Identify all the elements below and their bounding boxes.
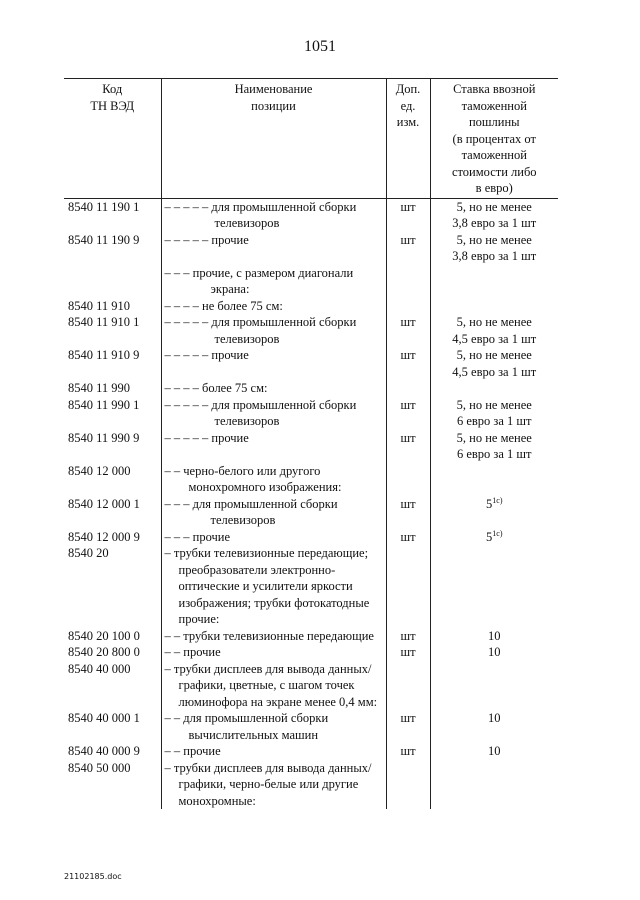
row-unit: шт (386, 232, 430, 265)
row-unit (386, 265, 430, 298)
row-rate (430, 661, 558, 711)
row-unit: шт (386, 496, 430, 529)
table-row (64, 644, 558, 661)
row-rate (430, 298, 558, 315)
row-unit: шт (386, 710, 430, 743)
row-code: 8540 20 (68, 546, 109, 560)
header-unit: Доп. ед. изм. (386, 79, 430, 199)
row-name-text: – – – – – прочие (164, 232, 249, 247)
row-name (161, 430, 386, 463)
table-row (64, 430, 558, 463)
row-rate (430, 380, 558, 397)
row-unit (386, 545, 430, 628)
row-code: 8540 11 990 1 (68, 397, 140, 412)
row-name-text: – – – – – прочие (164, 430, 249, 445)
row-name (161, 314, 386, 347)
row-code: 8540 11 190 9 (68, 232, 140, 247)
row-rate (430, 710, 558, 743)
row-rate (430, 628, 558, 645)
row-unit: шт (386, 397, 430, 430)
table-row (64, 628, 558, 645)
row-code: 8540 20 100 0 (68, 628, 140, 643)
row-name-text: – – для промышленной сборки вычислительных машин (164, 711, 329, 742)
row-rate-text: 10 (488, 628, 501, 643)
row-code: 8540 50 000 (68, 760, 131, 775)
row-unit (386, 298, 430, 315)
row-name-text: – – – прочие (164, 529, 231, 544)
row-code: 8540 11 910 1 (68, 315, 140, 329)
rate-footnote-mark: 1с) (492, 528, 503, 538)
row-rate-text: 10 (488, 744, 501, 758)
table-row (64, 529, 558, 546)
table-row (64, 198, 558, 232)
row-name (161, 661, 386, 711)
row-name-text: – – прочие (164, 645, 221, 659)
row-rate (430, 545, 558, 628)
row-name (161, 710, 386, 743)
row-rate (430, 760, 558, 810)
row-rate-text: 5 (486, 529, 493, 544)
row-rate (430, 314, 558, 347)
row-code: 8540 20 800 0 (68, 645, 140, 659)
row-code: 8540 11 990 9 (68, 430, 140, 445)
row-code: 8540 11 190 1 (68, 199, 140, 214)
row-name-text: – – – – – для промышленной сборки телевизоров (164, 397, 357, 428)
page-number: 1051 (304, 38, 336, 55)
row-unit: шт (386, 314, 430, 347)
row-unit (386, 463, 430, 496)
row-rate (430, 644, 558, 661)
row-rate-text: 5, но не менее 3,8 евро за 1 шт (452, 232, 537, 263)
row-name-text: – – черно-белого или другого монохромного изображения: (164, 463, 342, 494)
row-name-text: – трубки телевизионные передающие; преобразователи электронно-оптические и усилители яркости изображения; трубки фотокатодные прочие: (164, 546, 370, 626)
row-name-text: – – – – – прочие (164, 348, 249, 362)
table-row (64, 232, 558, 265)
table-row (64, 496, 558, 529)
row-rate (430, 743, 558, 760)
table-row (64, 463, 558, 496)
row-name-text: – – – для промышленной сборки телевизоров (164, 496, 338, 527)
table-row (64, 298, 558, 315)
row-name (161, 298, 386, 315)
row-name (161, 644, 386, 661)
row-unit (386, 760, 430, 810)
row-name-text: – – – – – для промышленной сборки телевизоров (164, 199, 357, 230)
row-name-text: – – – прочие, с размером диагонали экрана: (164, 265, 354, 296)
row-code: 8540 40 000 9 (68, 744, 140, 758)
table-row (64, 545, 558, 628)
row-name-text: – трубки дисплеев для вывода данных/графики, черно-белые или другие монохромные: (164, 760, 372, 808)
row-rate-text: 5, но не менее 6 евро за 1 шт (456, 397, 532, 428)
row-unit (386, 380, 430, 397)
table-row (64, 760, 558, 810)
row-name (161, 760, 386, 810)
table-body (64, 198, 558, 809)
header-code: Код ТН ВЭД (64, 79, 161, 199)
row-rate (430, 347, 558, 380)
row-name (161, 265, 386, 298)
row-rate-text: 5, но не менее 6 евро за 1 шт (456, 430, 532, 461)
row-code (64, 265, 161, 298)
row-code: 8540 11 910 (68, 298, 131, 313)
table-row (64, 397, 558, 430)
row-rate (430, 463, 558, 496)
table-row (64, 710, 558, 743)
row-rate-text: 5, но не менее 3,8 евро за 1 шт (452, 199, 537, 230)
row-rate (430, 496, 558, 529)
table-row (64, 314, 558, 347)
row-name-text: – – – – более 75 см: (164, 381, 268, 395)
row-code: 8540 12 000 (68, 463, 131, 478)
row-unit: шт (386, 628, 430, 645)
row-rate-text: 10 (488, 711, 501, 725)
row-rate-text: 10 (488, 645, 501, 659)
row-name (161, 529, 386, 546)
row-name-text: – – – – – для промышленной сборки телевизоров (164, 315, 357, 346)
rate-footnote-mark: 1с) (492, 495, 503, 505)
table-row (64, 661, 558, 711)
row-code: 8540 11 990 (68, 381, 131, 395)
row-rate (430, 529, 558, 546)
row-rate (430, 265, 558, 298)
row-name-text: – – прочие (164, 744, 221, 758)
row-name (161, 397, 386, 430)
row-name (161, 496, 386, 529)
row-unit: шт (386, 743, 430, 760)
row-unit: шт (386, 529, 430, 546)
row-rate-text: 5 (486, 496, 493, 511)
row-code: 8540 12 000 1 (68, 496, 140, 511)
header-name: Наименование позиции (161, 79, 386, 199)
row-rate (430, 232, 558, 265)
header-rate: Ставка ввозной таможенной пошлины (в процентах от таможенной стоимости либо в евро) (430, 79, 558, 199)
table-row (64, 380, 558, 397)
row-code: 8540 11 910 9 (68, 348, 140, 362)
row-code: 8540 40 000 1 (68, 711, 140, 725)
row-name (161, 198, 386, 232)
row-name-text: – – – – не более 75 см: (164, 298, 283, 313)
row-rate (430, 430, 558, 463)
row-name (161, 347, 386, 380)
row-name (161, 232, 386, 265)
row-unit (386, 661, 430, 711)
row-name (161, 628, 386, 645)
row-name (161, 545, 386, 628)
row-code: 8540 40 000 (68, 661, 131, 676)
row-unit: шт (386, 430, 430, 463)
table-row (64, 265, 558, 298)
row-unit: шт (386, 198, 430, 232)
row-rate (430, 397, 558, 430)
row-code: 8540 12 000 9 (68, 529, 140, 544)
row-name-text: – – трубки телевизионные передающие (164, 628, 374, 643)
row-rate (430, 198, 558, 232)
table-row (64, 347, 558, 380)
table-header-row (64, 79, 558, 199)
row-unit: шт (386, 347, 430, 380)
document-filename: 21102185.doc (64, 872, 122, 881)
row-name (161, 743, 386, 760)
row-unit: шт (386, 644, 430, 661)
row-name-text: – трубки дисплеев для вывода данных/графики, цветные, с шагом точек люминофора на экране менее 0,4 мм: (164, 661, 378, 709)
row-name (161, 380, 386, 397)
row-name (161, 463, 386, 496)
row-rate-text: 5, но не менее 4,5 евро за 1 шт (452, 348, 537, 379)
tariff-table (64, 78, 558, 809)
table-row (64, 743, 558, 760)
row-rate-text: 5, но не менее 4,5 евро за 1 шт (452, 315, 537, 346)
